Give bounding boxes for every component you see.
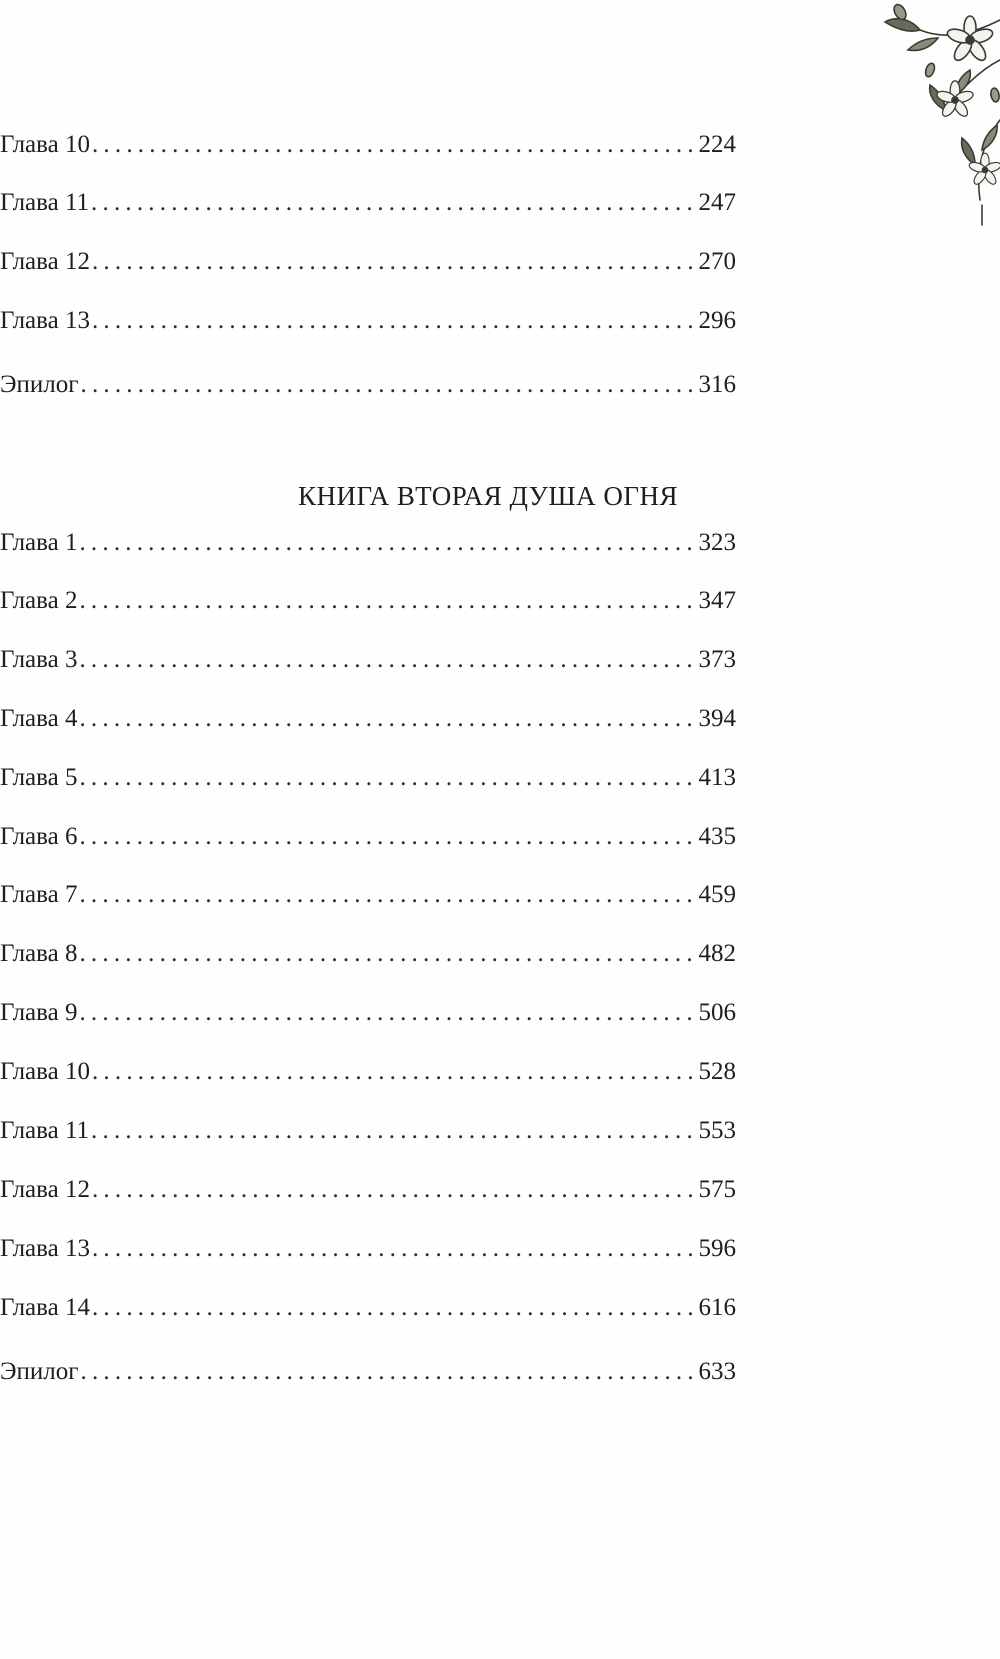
dot-leader <box>92 245 698 279</box>
entry-page-number: 247 <box>698 189 736 216</box>
toc-entry-book2-chapter-10 <box>0 1055 736 1089</box>
toc-entry-book2-chapter-1 <box>0 526 736 560</box>
entry-title: Глава 3 <box>0 646 78 673</box>
dot-leader <box>79 937 697 971</box>
entry-page-number: 482 <box>698 940 736 967</box>
entry-title: Глава 10 <box>0 131 90 158</box>
entry-title: Глава 11 <box>0 1117 90 1144</box>
entry-title: Глава 12 <box>0 248 90 275</box>
section-heading: КНИГА ВТОРАЯ ДУША ОГНЯ <box>298 481 678 511</box>
dot-leader <box>91 1114 697 1148</box>
entry-page-number: 224 <box>698 131 736 158</box>
toc-entry-book2-chapter-14 <box>0 1291 736 1325</box>
dot-leader <box>79 702 697 736</box>
entry-page-number: 633 <box>698 1358 736 1385</box>
toc-entry-book2-chapter-12 <box>0 1173 736 1207</box>
entry-page-number: 316 <box>698 371 736 398</box>
entry-page-number: 435 <box>698 823 736 850</box>
entry-page-number: 553 <box>698 1117 736 1144</box>
dot-leader <box>81 368 698 402</box>
entry-page-number: 373 <box>698 646 736 673</box>
floral-corner-icon <box>770 0 1000 240</box>
toc-entry-book2-chapter-9 <box>0 996 736 1030</box>
entry-page-number: 528 <box>698 1058 736 1085</box>
dot-leader <box>79 996 697 1030</box>
entry-title: Эпилог <box>0 1358 79 1385</box>
entry-page-number: 270 <box>698 248 736 275</box>
entry-title: Глава 10 <box>0 1058 90 1085</box>
dot-leader <box>91 186 697 220</box>
entry-page-number: 394 <box>698 705 736 732</box>
entry-page-number: 506 <box>698 999 736 1026</box>
toc-entry-book1-chapter-11 <box>0 186 736 220</box>
entry-title: Глава 6 <box>0 823 78 850</box>
toc-entry-book2-chapter-4 <box>0 702 736 736</box>
dot-leader <box>79 584 697 618</box>
entry-page-number: 616 <box>698 1294 736 1321</box>
entry-title: Глава 9 <box>0 999 78 1026</box>
entry-title: Глава 14 <box>0 1294 90 1321</box>
toc-entry-book2-chapter-7 <box>0 878 736 912</box>
toc-entry-book2-chapter-2 <box>0 584 736 618</box>
entry-title: Глава 13 <box>0 1235 90 1262</box>
entry-page-number: 459 <box>698 881 736 908</box>
toc-entry-book1-chapter-10 <box>0 128 736 162</box>
dot-leader <box>92 1232 698 1266</box>
entry-title: Глава 5 <box>0 764 78 791</box>
entry-page-number: 347 <box>698 587 736 614</box>
entry-page-number: 596 <box>698 1235 736 1262</box>
dot-leader <box>79 878 697 912</box>
entry-title: Глава 12 <box>0 1176 90 1203</box>
dot-leader <box>81 1355 698 1389</box>
dot-leader <box>79 761 697 795</box>
entry-title: Глава 4 <box>0 705 78 732</box>
entry-page-number: 296 <box>698 307 736 334</box>
toc-entry-book2-epilogue <box>0 1355 736 1389</box>
entry-page-number: 413 <box>698 764 736 791</box>
entry-title: Глава 13 <box>0 307 90 334</box>
dot-leader <box>92 128 698 162</box>
entry-page-number: 323 <box>698 529 736 556</box>
dot-leader <box>92 1055 698 1089</box>
toc-entry-book2-chapter-8 <box>0 937 736 971</box>
dot-leader <box>92 1291 698 1325</box>
toc-entry-book2-chapter-3 <box>0 643 736 677</box>
toc-entry-book2-chapter-11 <box>0 1114 736 1148</box>
dot-leader <box>79 526 697 560</box>
toc-entry-book1-epilogue <box>0 368 736 402</box>
toc-entry-book2-chapter-5 <box>0 761 736 795</box>
entry-title: Глава 11 <box>0 189 90 216</box>
toc-entry-book2-chapter-13 <box>0 1232 736 1266</box>
toc-entry-book2-chapter-6 <box>0 820 736 854</box>
entry-title: Глава 1 <box>0 529 78 556</box>
dot-leader <box>92 304 698 338</box>
toc-entry-book1-chapter-13 <box>0 304 736 338</box>
entry-title: Глава 2 <box>0 587 78 614</box>
dot-leader <box>79 820 697 854</box>
entry-page-number: 575 <box>698 1176 736 1203</box>
toc-entry-book1-chapter-12 <box>0 245 736 279</box>
entry-title: Эпилог <box>0 371 79 398</box>
dot-leader <box>79 643 697 677</box>
entry-title: Глава 8 <box>0 940 78 967</box>
dot-leader <box>92 1173 698 1207</box>
entry-title: Глава 7 <box>0 881 78 908</box>
